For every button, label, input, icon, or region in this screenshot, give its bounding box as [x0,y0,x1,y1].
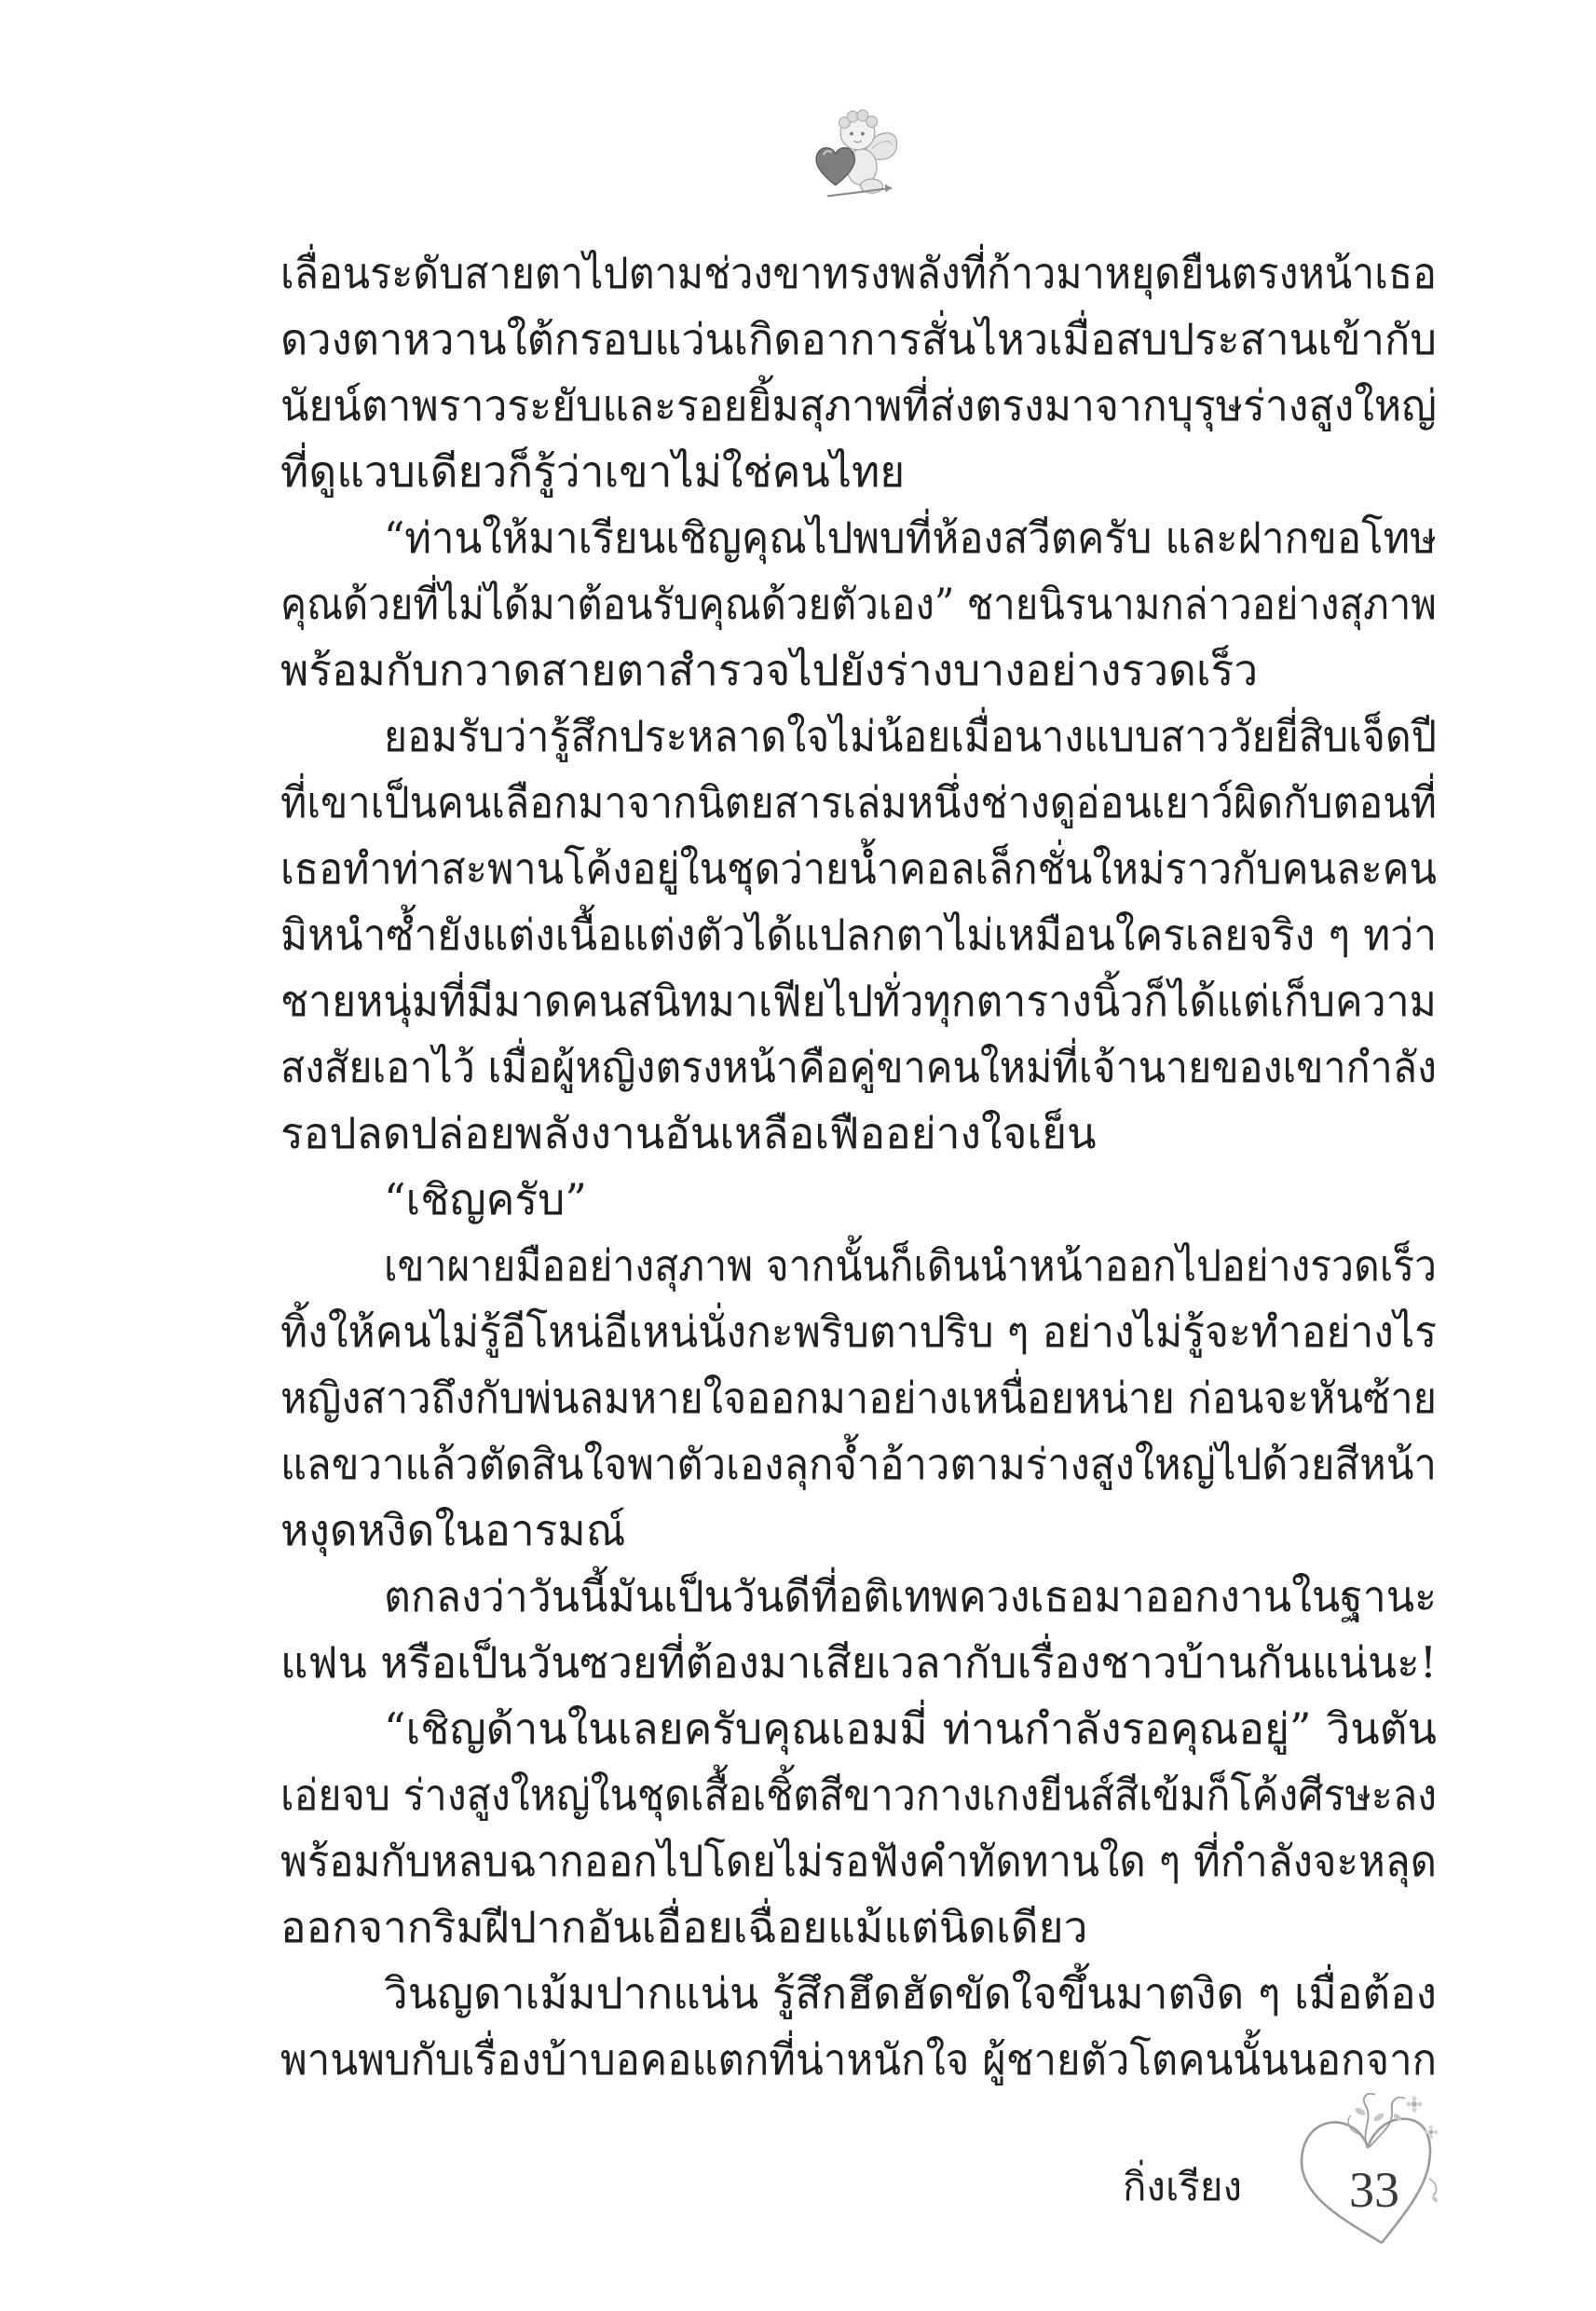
text-line [280,1961,1437,2027]
text-line [280,2027,1437,2093]
text-line [280,1167,1437,1233]
paragraph [280,704,1437,1167]
vine-flower [1406,2096,1422,2112]
cupid-with-heart-icon [801,103,902,203]
text-line-content: หญิงสาวถึงกับพ่นลมหายใจออกมาอย่างเหนื่อยหน่าย ก่อนจะหันซ้าย [280,1373,1437,1423]
text-line [280,1630,1437,1696]
cupid-eye [850,132,853,136]
text-line [280,637,1437,704]
flower-center [1429,2130,1434,2135]
vine-stem [1364,2094,1375,2148]
text-line [280,1762,1437,1828]
flower-petal [1412,2107,1416,2112]
flower-petal [1434,2130,1438,2134]
text-line-content: มิหนำซ้ำยังแต่งเนื้อแต่งตัวได้แปลกตาไม่เหมือนใครเลยจริง ๆ ทว่า [280,909,1438,960]
text-line-content: ยอมรับว่ารู้สึกประหลาดใจไม่น้อยเมื่อนางแบบสาววัยยี่สิบเจ็ดปี [384,711,1437,761]
text-line-content: รอปลดปล่อยพลังงานอันเหลือเฟืออย่างใจเย็น [280,1108,1097,1158]
paragraph [280,1233,1437,1564]
text-line-content: “เชิญด้านในเลยครับคุณเอมมี่ ท่านกำลังรอคุณอยู่” วินตัน [384,1703,1437,1754]
paragraph [280,1961,1437,2093]
text-line [280,1431,1437,1497]
flower-petal [1425,2130,1428,2134]
text-line-content: ทิ้งให้คนไม่รู้อีโหน่อีเหน่นั่งกะพริบตาปริบ ๆ อย่างไม่รู้จะทำอย่างไร [280,1306,1438,1357]
text-line-content: แลขวาแล้วตัดสินใจพาตัวเองลุกจ้ำอ้าวตามร่างสูงใหญ่ไปด้วยสีหน้า [280,1439,1437,1489]
flower-petal [1429,2126,1433,2129]
text-line [280,770,1437,836]
text-line [280,1828,1437,1894]
text-line [280,1365,1437,1431]
text-line [280,704,1437,770]
text-line-content: เลื่อนระดับสายตาไปตามช่วงขาทรงพลังที่ก้าวมาหยุดยืนตรงหน้าเธอ [280,248,1437,298]
text-line [280,571,1437,637]
vine-leaf [1431,2195,1439,2204]
text-line [280,1034,1437,1101]
text-line [280,1101,1437,1167]
text-line-content: เขาผายมืออย่างสุภาพ จากนั้นก็เดินนำหน้าออกไปอย่างรวดเร็ว [384,1240,1438,1291]
text-line-content: ตกลงว่าวันนี้มันเป็นวันดีที่อติเทพควงเธอมาออกงานในฐานะ [384,1571,1438,1621]
hair-curl [847,111,858,122]
text-line-content: ที่เขาเป็นคนเลือกมาจากนิตยสารเล่มหนึ่งช่างดูอ่อนเยาว์ผิดกับตอนที่ [280,777,1438,827]
arrow-head [885,184,893,192]
text-line-content: พร้อมกับกวาดสายตาสำรวจไปยังร่างบางอย่างรวดเร็ว [280,645,1259,695]
text-line [280,439,1437,505]
page-number: 33 [1349,2162,1399,2218]
flower-petal [1412,2096,1416,2100]
text-line-content: ที่ดูแวบเดียวก็รู้ว่าเขาไม่ใช่คนไทย [280,446,906,497]
text-line-content: พานพบกับเรื่องบ้าบอคอแตกที่น่าหนักใจ ผู้ชายตัวโตคนนั้นนอกจาก [280,2034,1438,2085]
vine-flower [1425,2126,1438,2139]
text-line [280,1233,1437,1299]
heart-vine-icon [1293,2059,1442,2246]
paragraph [280,1167,1437,1233]
text-line [280,1894,1437,1961]
vine-leaf [1354,2106,1366,2116]
text-line [280,1696,1437,1762]
body-text [280,240,1437,2093]
heart-shape [816,148,854,185]
text-line-content: “เชิญครับ” [384,1174,587,1224]
hair-curl [866,116,878,128]
text-line [280,505,1437,571]
flower-petal [1429,2135,1433,2139]
paragraph [280,1564,1437,1696]
flower-petal [1417,2101,1422,2106]
paragraph [280,240,1437,505]
paragraph [280,1696,1437,1961]
text-line [280,902,1437,968]
vine-leaf [1372,2112,1385,2123]
text-line [280,1497,1437,1564]
vine-curl [1429,2179,1436,2195]
flower-center [1412,2101,1417,2107]
text-line [280,968,1437,1034]
text-line [280,1564,1437,1630]
text-line [280,373,1437,439]
text-line-content: วินญดาเม้มปากแน่น รู้สึกฮึดฮัดขัดใจขึ้นมาตงิด ๆ เมื่อต้อง [384,1968,1438,2018]
text-line-content: เธอทำท่าสะพานโค้งอยู่ในชุดว่ายน้ำคอลเล็กชั่นใหม่ราวกับคนละคน [280,843,1438,894]
heart-held [816,148,854,185]
flower-petal [1406,2101,1411,2106]
text-line-content: หงุดหงิดในอารมณ์ [280,1505,626,1555]
text-line-content: ดวงตาหวานใต้กรอบแว่นเกิดอาการสั่นไหวเมื่อสบประสานเข้ากับ [280,314,1437,364]
text-line-content: สงสัยเอาไว้ เมื่อผู้หญิงตรงหน้าคือคู่ขาคนใหม่ที่เจ้านายของเขากำลัง [280,1042,1438,1092]
text-line [280,307,1437,373]
text-line-content: แฟน หรือเป็นวันซวยที่ต้องมาเสียเวลากับเรื่องชาวบ้านกันแน่นะ! [280,1637,1438,1688]
text-line-content: “ท่านให้มาเรียนเชิญคุณไปพบที่ห้องสวีตครับ และฝากขอโทษ [384,513,1438,563]
text-line-content: เอ่ยจบ ร่างสูงใหญ่ในชุดเสื้อเชิ้ตสีขาวกางเกงยีนส์สีเข้มก็โค้งศีรษะลง [280,1770,1438,1820]
text-line-content: ชายหนุ่มที่มีมาดคนสนิทมาเฟียไปทั่วทุกตารางนิ้วก็ได้แต่เก็บความ [280,976,1437,1026]
text-line [280,240,1437,307]
cupid-eye [861,132,865,136]
text-line [280,836,1437,902]
text-line-content: ออกจากริมฝีปากอันเอื่อยเฉื่อยแม้แต่นิดเดียว [280,1902,1088,1952]
arrow-shaft [827,188,892,197]
text-line-content: พร้อมกับหลบฉากออกไปโดยไม่รอฟังคำทัดทานใด ๆ ที่กำลังจะหลุด [280,1836,1438,1886]
paragraph [280,505,1437,704]
text-line [280,1299,1437,1365]
running-footer-author: กิ่งเรียง [1123,2164,1242,2209]
text-line-content: คุณด้วยที่ไม่ได้มาต้อนรับคุณด้วยตัวเอง” ชายนิรนามกล่าวอย่างสุภาพ [280,579,1437,629]
text-line-content: นัยน์ตาพราวระยับและรอยยิ้มสุภาพที่ส่งตรงมาจากบุรุษร่างสูงใหญ่ [280,380,1438,431]
